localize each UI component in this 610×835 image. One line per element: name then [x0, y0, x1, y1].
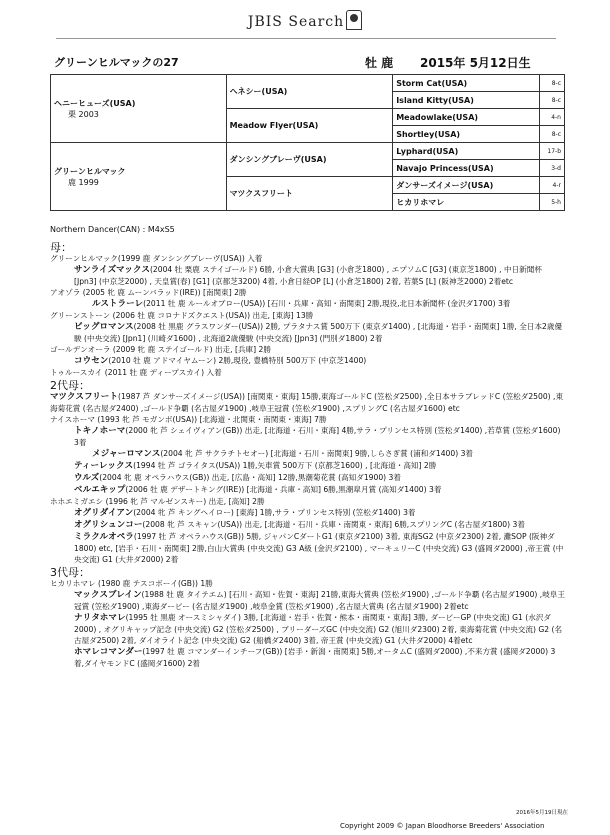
family-record — [50, 240, 565, 669]
record-line — [50, 414, 565, 425]
record-text: (1987 芦 ダンサーズイメージ(USA)) [南関東・東海] 15勝,東海ゴールドC (笠松ダ2500) ,全日本サラブレッドC (笠松ダ2500) ,東海菊花賞 (名古屋ダ2400) ,ゴールド争覇 (名古屋ダ1900) ,岐阜王冠賞 (笠松ダ1900) ,スプリングC (名古屋ダ1600) etc — [50, 392, 564, 413]
record-line — [50, 253, 565, 264]
section-title: 2代母： — [50, 379, 90, 392]
record-line — [50, 484, 565, 496]
record-text: (2006 牡 鹿 デザートキング(IRE)) [北海道・兵庫・高知] 6勝,黒潮皐月賞 (高知ダ1400) 3着 — [125, 485, 442, 494]
horse-header — [50, 52, 565, 72]
copyright: Copyright 2009 © Japan Bloodhorse Breeders' Association — [340, 822, 545, 830]
family-number-4: 8-c — [540, 126, 565, 143]
pedigree-sire-sire[interactable]: ヘネシー(USA) — [226, 75, 393, 109]
record-line — [50, 448, 565, 460]
header-divider — [56, 38, 556, 39]
pedigree-dam-sire[interactable]: ダンシングブレーヴ(USA) — [226, 143, 393, 177]
horse-name-link[interactable]: コウセン — [74, 356, 109, 366]
record-line — [50, 355, 565, 367]
pedigree-table — [50, 74, 565, 211]
jbis-logo-text: JBIS Search — [247, 14, 345, 30]
record-text: ナイスホーマ (1993 牝 芦 モガンボ(USA)) [北海道・北関東・南関東・東海] 7勝 — [50, 415, 327, 424]
horse-name-link[interactable]: ウルズ — [74, 473, 100, 483]
record-line — [50, 531, 565, 565]
record-text: (2004 牝 芦 キングヘイロー) [東海] 1勝,サラ・プリンセス特別 (笠松ダ1400) 3着 — [133, 508, 416, 517]
record-text: (1995 牡 黒鹿 オースミシャダイ) 3勝, [北海道・岩手・佐賀・熊本・南関東・東海] 3勝, ダービーGP (中央交流) G1 (水沢ダ2000) , オグリキャップ記念 (中央交流) G2 (笠松ダ2500) , ブリーダーズGC (中央交流) G2 (旭川ダ2300) 2着, 東海菊花賞 (中央交流) G2 (名古屋ダ2500) 2着, ダイオライト記念 (中央交流) G2 (船橋ダ2400) 3着, 帝王賞 (中央交流) G1 (大井ダ2000) 4着etc — [74, 613, 563, 645]
pedigree-dam[interactable] — [51, 143, 227, 211]
record-line — [50, 472, 565, 484]
pedigree-g3-4[interactable]: Shortley(USA) — [393, 126, 540, 143]
record-text: (2010 牡 鹿 アドマイヤムーン) 2勝,現役, 豊橋特別 500万下 (中京芝1400) — [108, 356, 367, 365]
record-text: (2008 牝 芦 スキャン(USA)) 出走, [北海道・石川・兵庫・南関東・東海] 6勝,スプリングC (名古屋ダ1800) 3着 — [142, 520, 525, 529]
pedigree-g3-7[interactable]: ダンサーズイメージ(USA) — [393, 177, 540, 194]
family-number-7: 4-r — [540, 177, 565, 194]
record-line — [50, 287, 565, 298]
record-line — [50, 367, 565, 378]
record-text: ゴールデンオーラ (2009 牝 鹿 ステイゴールド) 出走, [兵庫] 2勝 — [50, 345, 271, 354]
horse-name-link[interactable]: ビッグロマンス — [74, 322, 134, 332]
horse-name-link[interactable]: ルストラーレ — [92, 299, 144, 309]
horse-name-link[interactable]: マックスブレイン — [74, 590, 142, 600]
horse-name-link[interactable]: オグリシュンコー — [74, 520, 143, 530]
horse-birthdate: 2015年 5月12日生 — [420, 56, 531, 70]
pedigree-dam-dam[interactable]: マツクスフリート — [226, 177, 393, 211]
jbis-logo — [0, 10, 610, 30]
horse-name-link[interactable]: オグリダイアン — [74, 508, 134, 518]
family-number-5: 17-b — [540, 143, 565, 160]
record-line — [50, 264, 565, 287]
record-line — [50, 460, 565, 472]
record-text: グリーンヒルマック(1999 鹿 ダンシングブレーヴ(USA)) 入着 — [50, 254, 263, 263]
horse-name-link[interactable]: ティーレックス — [74, 461, 134, 471]
horse-name-link[interactable]: トキノホーマ — [74, 426, 126, 436]
horse-name-link[interactable]: ナリタホマレ — [74, 613, 126, 623]
record-text: (2008 牡 黒鹿 グラスワンダー(USA)) 2勝, プラタナス賞 500万下 (東京ダ1400) , [北海道・岩手・南関東] 1勝, 全日本2歳優駿 (中央交流) [Jpn1] (川崎ダ1600) , 北海道2歳優駿 (中央交流) [Jpn3] (門別ダ1800) 2着 — [74, 322, 563, 343]
record-text: (1997 牡 芦 オペラハウス(GB)) 5勝, ジャパンCダートG1 (東京ダ2100) 3着, 東海SG2 (中京ダ2300) 2着, 灘SOP (阪神ダ1800) etc, [岩手・石川・南関東] 2勝,白山大賞典 (中央交流) G3 A級 (金沢ダ2100) , マーキュリーC (中央交流) G3 (盛岡ダ2000) ,帝王賞 (中央交流) G1 (大井ダ2000) 2着 — [74, 532, 564, 564]
record-text: (1988 牡 鹿 タイテエム) [石川・高知・佐賀・東海] 21勝,東海大賞典 (笠松ダ1900) ,ゴールド争覇 (名古屋ダ1900) ,岐阜王冠賞 (笠松ダ1900) ,東海ダービー (名古屋ダ1900) ,岐阜金賞 (笠松ダ1900) ,名古屋大賞典 (名古屋ダ1900) 2着etc — [74, 590, 565, 611]
record-text: (2004 牝 芦 サクラチトセオー) [北海道・石川・南関東] 9勝,しらさぎ賞 (浦和ダ1400) 3着 — [160, 449, 474, 458]
record-line — [50, 344, 565, 355]
family-number-2: 8-c — [540, 92, 565, 109]
sire-info: 栗 2003 — [68, 109, 99, 119]
pedigree-g3-1[interactable]: Storm Cat(USA) — [393, 75, 540, 92]
record-text: (2004 牝 鹿 オペラハウス(GB)) 出走, [広島・高知] 12勝,黒潮菊花賞 (高知ダ1900) 3着 — [99, 473, 401, 482]
section-title: 母： — [50, 241, 72, 254]
record-line — [50, 578, 565, 589]
record-text: (2000 牝 芦 シェイヴィアン(GB)) 出走, [北海道・石川・東海] 4勝,サラ・プリンセス特別 (笠松ダ1400) ,若草賞 (笠松ダ1600) 3着 — [74, 426, 561, 447]
section-title: 3代母： — [50, 566, 90, 579]
pedigree-g3-2[interactable]: Island Kitty(USA) — [393, 92, 540, 109]
inbreeding-note: Northern Dancer(CAN) : M4xS5 — [50, 225, 175, 234]
dam-name: グリーンヒルマック — [54, 166, 126, 176]
record-text: (1994 牡 芦 ゴライタス(USA)) 1勝,矢車賞 500万下 (京都芝1600) , [北海道・高知] 2勝 — [133, 461, 437, 470]
record-line — [50, 646, 565, 669]
as-of-date: 2016年5月19日現在 — [516, 810, 568, 816]
family-number-3: 4-n — [540, 109, 565, 126]
horse-name-link[interactable]: メジャーロマンス — [92, 449, 161, 459]
record-line — [50, 391, 565, 414]
record-line — [50, 507, 565, 519]
record-line — [50, 519, 565, 531]
record-text: (2004 牡 栗鹿 ステイゴールド) 6勝, 小倉大賞典 [G3] (小倉芝1800) , エプソムC [G3] (東京芝1800) , 中日新聞杯 [Jpn3] (中京芝2000) , 天皇賞(春) [G1] (京都芝3200) 4着, 小倉日経OP [L] (小倉芝1800) 2着, 若葉S [L] (阪神芝2000) 2着etc — [74, 265, 542, 286]
record-line — [50, 612, 565, 646]
family-number-1: 8-c — [540, 75, 565, 92]
horse-name-link[interactable]: ベルエキップ — [74, 485, 126, 495]
horse-icon — [346, 10, 362, 30]
pedigree-g3-6[interactable]: Navajo Princess(USA) — [393, 160, 540, 177]
dam-info: 鹿 1999 — [68, 177, 99, 187]
horse-name-link[interactable]: ミラクルオペラ — [74, 532, 134, 542]
record-text: (2011 牡 鹿 ルールオブロー(USA)) [石川・兵庫・高知・南関東] 2勝,現役,北日本新聞杯 (金沢ダ1700) 3着 — [143, 299, 511, 308]
horse-name-link[interactable]: ホマレコマンダー — [74, 647, 143, 657]
pedigree-g3-5[interactable]: Lyphard(USA) — [393, 143, 540, 160]
pedigree-g3-8[interactable]: ヒカリホマレ — [393, 194, 540, 211]
record-text: (1997 牡 鹿 コマンダーインチーフ(GB)) [岩手・新潟・南関東] 5勝,オータムC (盛岡ダ2000) ,不来方賞 (盛岡ダ2000) 3着,ダイヤモンドC (盛岡ダ1600) 2着 — [74, 647, 556, 668]
horse-name-link[interactable]: サンライズマックス — [74, 265, 150, 275]
record-text: グリーンストーン (2006 牡 鹿 コロナドズクエスト(USA)) 出走, [東海] 13勝 — [50, 311, 314, 320]
pedigree-sire-dam[interactable]: Meadow Flyer(USA) — [226, 109, 393, 143]
record-text: ホホエミガエシ (1996 牝 芦 マルゼンスキー) 出走, [高知] 2勝 — [50, 497, 265, 506]
record-line — [50, 298, 565, 310]
record-line — [50, 321, 565, 344]
record-text: アオゾラ (2005 牝 鹿 ムーンバラッド(IRE)) [南関東] 2勝 — [50, 288, 247, 297]
record-line — [50, 310, 565, 321]
pedigree-sire[interactable] — [51, 75, 227, 143]
record-text: トゥルースカイ (2011 牡 鹿 ディープスカイ) 入着 — [50, 368, 222, 377]
sire-name: ヘニーヒューズ(USA) — [54, 98, 136, 108]
horse-name-link[interactable]: マツクスフリート — [50, 392, 118, 402]
record-line — [50, 496, 565, 507]
horse-name: グリーンヒルマックの27 — [54, 56, 179, 69]
pedigree-g3-3[interactable]: Meadowlake(USA) — [393, 109, 540, 126]
horse-sex-color: 牡 鹿 — [365, 56, 394, 70]
family-number-6: 3-d — [540, 160, 565, 177]
family-number-8: 5-h — [540, 194, 565, 211]
record-line — [50, 425, 565, 448]
record-text: ヒカリホマレ (1980 鹿 テスコボーイ(GB)) 1勝 — [50, 579, 213, 588]
record-line — [50, 589, 565, 612]
